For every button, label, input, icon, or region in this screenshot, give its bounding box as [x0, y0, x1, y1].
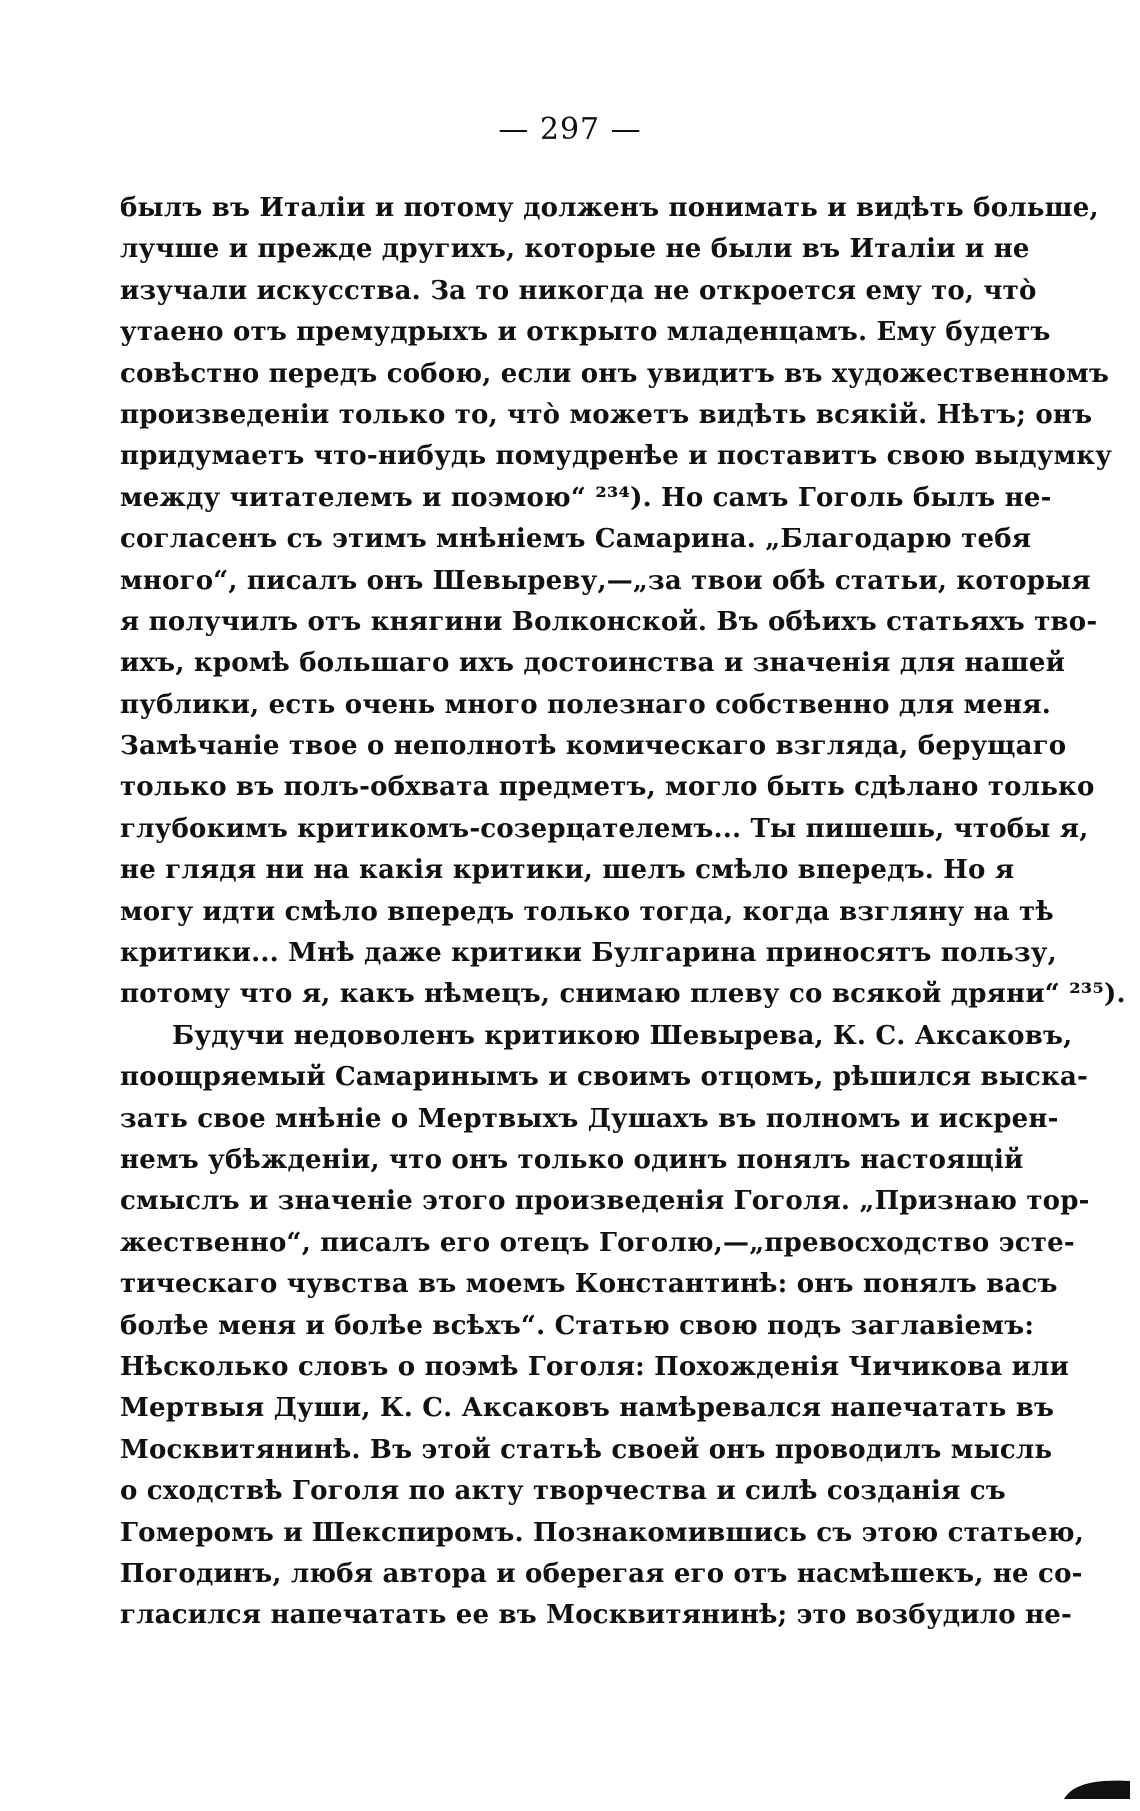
- text-line: зать свое мнѣніе о Мертвыхъ Душахъ въ полномъ и искрен-: [120, 1103, 1059, 1134]
- text-line: я получилъ отъ княгини Волконской. Въ обѣихъ статьяхъ тво-: [120, 606, 1098, 637]
- text-line: произведеніи только то, что̀ можетъ видѣть всякій. Нѣтъ; онъ: [120, 399, 1093, 430]
- text-line: потому что я, какъ нѣмецъ, снимаю плеву со всякой дряни“ ²³⁵).: [120, 979, 1126, 1010]
- text-line: могу идти смѣло впередъ только тогда, когда взгляну на тѣ: [120, 896, 1054, 927]
- text-line: тическаго чувства въ моемъ Константинѣ: онъ понялъ васъ: [120, 1269, 1058, 1300]
- text-line: Замѣчаніе твое о неполнотѣ комическаго взгляда, берущаго: [120, 731, 1067, 762]
- text-line: только въ полъ-обхвата предметъ, могло быть сдѣлано только: [120, 772, 1095, 803]
- text-line: изучали искусства. За то никогда не откроется ему то, что̀: [120, 275, 1037, 306]
- text-line: придумаетъ что-нибудь помудренѣе и поставитъ свою выдумку: [120, 441, 1113, 472]
- text-line: не глядя ни на какія критики, шелъ смѣло впередъ. Но я: [120, 855, 1015, 886]
- text-line: лучше и прежде другихъ, которые не были въ Италіи и не: [120, 234, 1030, 265]
- text-line: Гомеромъ и Шекспиромъ. Познакомившись съ этою статьею,: [120, 1517, 1085, 1548]
- text-line: критики... Мнѣ даже критики Булгарина приносятъ пользу,: [120, 938, 1057, 969]
- ink-blot-mark: [1062, 1775, 1132, 1801]
- text-line: былъ въ Италіи и потому долженъ понимать и видѣть больше,: [120, 193, 1099, 223]
- text-line: Будучи недоволенъ критикою Шевырева, К. С. Аксаковъ,: [172, 1020, 1073, 1051]
- text-line: гласился напечатать ее въ Москвитянинѣ; это возбудило не-: [120, 1600, 1073, 1631]
- paragraph: [120, 188, 1126, 1016]
- paragraph: [120, 1016, 1090, 1637]
- text-line: жественно“, писалъ его отецъ Гоголю,—„превосходство эсте-: [120, 1227, 1075, 1258]
- text-line: смыслъ и значеніе этого произведенія Гоголя. „Признаю тор-: [120, 1186, 1090, 1217]
- text-line: Москвитянинѣ. Въ этой статьѣ своей онъ проводилъ мысль: [120, 1434, 1053, 1465]
- text-line: Мертвыя Души, К. С. Аксаковъ намѣревался напечатать въ: [120, 1393, 1055, 1424]
- text-line: Погодинъ, любя автора и оберегая его отъ насмѣшекъ, не со-: [120, 1558, 1083, 1589]
- body-text: [120, 188, 1126, 1637]
- text-line: публики, есть очень много полезнаго собственно для меня.: [120, 689, 1052, 720]
- text-line: согласенъ съ этимъ мнѣніемъ Самарина. „Благодарю тебя: [120, 524, 1032, 555]
- text-line: о сходствѣ Гоголя по акту творчества и силѣ созданія съ: [120, 1476, 1006, 1507]
- text-line: глубокимъ критикомъ-созерцателемъ... Ты пишешь, чтобы я,: [120, 813, 1089, 844]
- text-line: совѣстно передъ собою, если онъ увидитъ въ художественномъ: [120, 358, 1109, 389]
- text-line: Нѣсколько словъ о поэмѣ Гоголя: Похожденія Чичикова или: [120, 1351, 1070, 1382]
- text-line: утаено отъ премудрыхъ и открыто младенцамъ. Ему будетъ: [120, 317, 1051, 348]
- text-line: немъ убѣжденіи, что онъ только одинъ понялъ настоящій: [120, 1144, 1024, 1175]
- text-line: между читателемъ и поэмою“ ²³⁴). Но самъ Гоголь былъ не-: [120, 482, 1052, 513]
- text-line: ихъ, кромѣ большаго ихъ достоинства и значенія для нашей: [120, 648, 1066, 679]
- text-line: болѣе меня и болѣе всѣхъ“. Статью свою подъ заглавіемъ:: [120, 1310, 1035, 1341]
- text-line: поощряемый Самаринымъ и своимъ отцомъ, рѣшился выска-: [120, 1062, 1089, 1093]
- page-number: — 297 —: [498, 112, 642, 147]
- text-line: много“, писалъ онъ Шевыреву,—„за твои обѣ статьи, которыя: [120, 565, 1091, 596]
